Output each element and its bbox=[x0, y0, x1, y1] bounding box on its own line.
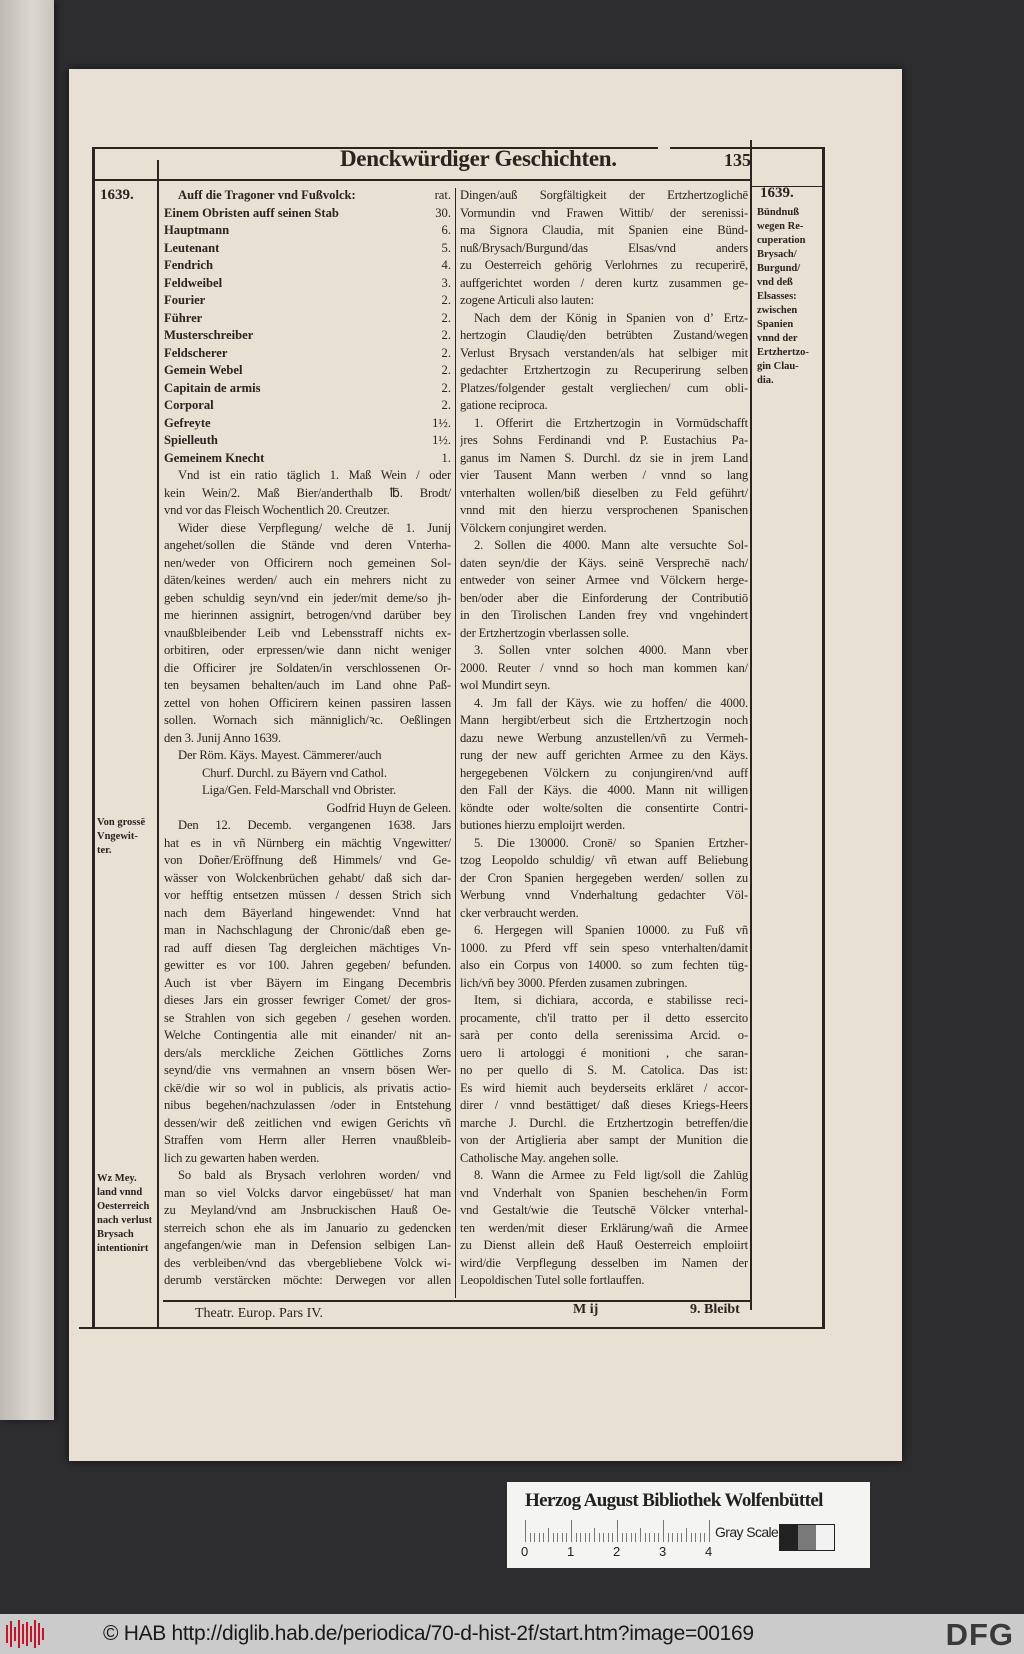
margin-note-line: Bündnuß bbox=[757, 207, 800, 218]
ration-row bbox=[164, 240, 451, 258]
margin-note-milan bbox=[97, 1172, 152, 1256]
ration-rank: Fourier bbox=[164, 293, 206, 307]
ration-table bbox=[164, 187, 451, 467]
right-text-column bbox=[460, 187, 748, 1290]
margin-left-rule bbox=[157, 160, 159, 1327]
text-line: Mann hergibt/erbeut sich die Ertzhertzogin noch bbox=[460, 713, 748, 727]
ration-value: 5. bbox=[441, 240, 451, 255]
ruler-tick bbox=[566, 1533, 567, 1542]
text-line: kein Wein/2. Maß Bier/anderthalb ℔. Brodt/ bbox=[164, 485, 451, 500]
ruler-tick bbox=[695, 1533, 696, 1542]
ruler-tick bbox=[626, 1533, 627, 1542]
text-line: Der Röm. Käys. Mayest. Cämmerer/auch bbox=[178, 748, 382, 762]
text-line: vor hefftig entsetzen müssen / dessen Strich sich bbox=[164, 888, 451, 902]
ration-value: 3. bbox=[441, 275, 451, 290]
margin-note-line: vnnd der bbox=[757, 333, 798, 344]
text-line: Nach dem der König in Spanien von dʼ Ertz- bbox=[474, 310, 748, 325]
signature-mark: M ij bbox=[573, 1302, 599, 1317]
text-line: zettel von hohen Officirern keinen passiren lassen bbox=[164, 695, 451, 710]
ruler-tick bbox=[539, 1533, 540, 1542]
text-line: ten werden/mit dieser Erklärung/wañ die Armee bbox=[460, 1220, 748, 1235]
text-line: ma Signora Claudia, mit Spanien eine Bünd- bbox=[460, 223, 748, 237]
ruler-label: 3 bbox=[659, 1544, 667, 1559]
text-line: Vnd ist ein ratio täglich 1. Maß Wein / oder bbox=[178, 468, 451, 482]
header-rule-bottom bbox=[93, 179, 751, 181]
ruler-tick bbox=[635, 1533, 636, 1542]
text-line: hat es in vñ Nürnberg ein mächtig Vngewitter/ bbox=[164, 835, 451, 850]
left-text-column bbox=[164, 187, 451, 1290]
ration-row bbox=[164, 292, 451, 310]
ruler-tick bbox=[622, 1533, 623, 1542]
ration-rank: Capitain de armis bbox=[164, 380, 261, 395]
text-line: von Doñer/Eröffnung deß Himmels/ vnd Ge- bbox=[164, 853, 451, 867]
ration-row bbox=[164, 187, 451, 205]
outer-right-rule bbox=[822, 147, 825, 1327]
text-line: me hierinnen assignirt, betrogen/vnd darüber bey bbox=[164, 608, 451, 622]
text-line: geben schuldig seyn/vnd ein jeder/mit deme/so jh- bbox=[164, 590, 451, 605]
ration-row bbox=[164, 345, 451, 363]
ration-value: 2. bbox=[441, 328, 451, 342]
text-line: uero li artologgi é monitioni , che saran- bbox=[460, 1045, 748, 1060]
text-line: vnd Vnderhalt von Spanien beschehen/in Form bbox=[460, 1185, 748, 1200]
text-line: 1000. zu Pferd vff sein speso vnterhalten/damit bbox=[460, 940, 748, 955]
ruler-tick bbox=[649, 1533, 650, 1542]
ruler-tick bbox=[691, 1533, 692, 1542]
text-line: dieses Jars ein grosser fewriger Comet/ der gros- bbox=[164, 993, 451, 1007]
ruler-label: 2 bbox=[613, 1544, 621, 1559]
hab-logo-icon bbox=[6, 1620, 46, 1648]
margin-note-line: vnd deß bbox=[757, 277, 793, 288]
text-line: hertzogin Claudię/den betrübten Zustand/wegen bbox=[460, 328, 748, 342]
ration-row bbox=[164, 257, 451, 275]
text-line: 4. Jm fall der Käys. wie zu hoffen/ die 4000. bbox=[474, 695, 748, 710]
text-line: seynd/die vns vermahnen an vnsern bösen Wer- bbox=[164, 1063, 451, 1077]
dfg-logo: DFG bbox=[945, 1617, 1014, 1652]
ruler-tick bbox=[617, 1520, 618, 1542]
margin-note-line: Brysach bbox=[97, 1229, 134, 1240]
text-line: der Ertzhertzogin vberlassen solle. bbox=[460, 625, 629, 640]
text-line: zu Oesterreich gehörig Verlohrnes zu recuperirē, bbox=[460, 258, 748, 272]
ration-rank: Fendrich bbox=[164, 258, 213, 272]
ration-value: 6. bbox=[441, 223, 451, 237]
text-line: vnaußbleibender Leib vnd Lebensstraff nichts ex- bbox=[164, 625, 451, 640]
text-line: no per quello di S. M. Catolica. Das ist: bbox=[460, 1063, 748, 1077]
margin-note-storm bbox=[97, 816, 145, 858]
text-line: man so viel Volcks darvor eingebüsset/ hat man bbox=[164, 1185, 451, 1200]
gray-swatch bbox=[780, 1525, 798, 1550]
ration-rank: Gemeinem Knecht bbox=[164, 450, 265, 465]
text-line: däten/keines werden/ auch ein mehrers nicht zu bbox=[164, 573, 451, 587]
margin-note-line: Ertzhertzo- bbox=[757, 347, 809, 358]
text-line: wird/die Verpflegung desselben im Namen der bbox=[460, 1255, 748, 1270]
text-line: auffgerichtet worden / deren kurtz zusammen ge- bbox=[460, 275, 748, 290]
text-line: zu Meyland/vnd am Jnsbruckischen Hauß Oe- bbox=[164, 1203, 451, 1217]
ration-row bbox=[164, 310, 451, 328]
text-line: vnnd mit den hierzu versprochenen Spanischen bbox=[460, 503, 748, 517]
ration-row bbox=[164, 275, 451, 293]
ration-rank: Leutenant bbox=[164, 240, 220, 255]
text-line: vnd vor das Fleisch Wochentlich 20. Creutzer. bbox=[164, 503, 390, 517]
ruler-tick bbox=[576, 1533, 577, 1542]
ruler-tick bbox=[631, 1533, 632, 1542]
ruler-tick bbox=[603, 1533, 604, 1542]
ruler-tick bbox=[700, 1533, 701, 1542]
ration-row bbox=[164, 450, 451, 468]
text-line: man in Nachschlagung der Chronic/daß eben ge- bbox=[164, 923, 451, 937]
margin-note-line: zwischen bbox=[757, 305, 798, 316]
ruler-tick bbox=[686, 1528, 687, 1542]
ration-value: 2. bbox=[441, 345, 451, 360]
text-line: Wider diese Verpflegung/ welche dē 1. Junij bbox=[178, 520, 451, 535]
ration-rank: Corporal bbox=[164, 398, 214, 412]
text-line: rung der new auff gerichten Armee zu den Käys. bbox=[460, 748, 748, 762]
text-line: also ein Corpus von 14000. so zum fechten tüg- bbox=[460, 958, 748, 972]
previous-page-edge bbox=[0, 0, 54, 1420]
text-line: So bald als Brysach verlohren worden/ vnd bbox=[178, 1168, 451, 1182]
margin-year-right: 1639. bbox=[760, 185, 794, 201]
ration-value: 30. bbox=[435, 205, 451, 220]
ruler-tick bbox=[543, 1533, 544, 1542]
ration-row bbox=[164, 415, 451, 433]
signature-line: Theatr. Europ. Pars IV. bbox=[195, 1306, 324, 1321]
ration-row bbox=[164, 432, 451, 450]
ration-rank: Hauptmann bbox=[164, 223, 230, 237]
ration-row bbox=[164, 362, 451, 380]
ruler-tick bbox=[594, 1528, 595, 1542]
text-line: orbitiren, oder erpressen/wie dann nicht weniger bbox=[164, 643, 451, 657]
margin-note-line: gin Clau- bbox=[757, 361, 799, 372]
ration-row bbox=[164, 205, 451, 223]
text-line: zogene Articuli also lauten: bbox=[460, 293, 594, 307]
library-name: Herzog August Bibliothek Wolfenbüttel bbox=[525, 1490, 823, 1511]
ruler-tick bbox=[530, 1533, 531, 1542]
margin-note-line: Vngewit- bbox=[97, 831, 138, 842]
ruler-tick bbox=[612, 1533, 613, 1542]
ration-value: 2. bbox=[441, 363, 451, 377]
ruler-tick bbox=[557, 1533, 558, 1542]
text-line: Leopoldischen Tutel solle fortlauffen. bbox=[460, 1273, 645, 1287]
gray-swatch bbox=[798, 1525, 816, 1550]
text-line: ckē/die wir so wol in publicis, als privatis actio- bbox=[164, 1080, 451, 1095]
text-line: nibus begehen/nachzulassen /oder in Entstehung bbox=[164, 1098, 451, 1112]
text-line: 8. Wann die Armee zu Feld ligt/soll die Zahlūg bbox=[474, 1168, 748, 1182]
ruler-tick bbox=[672, 1533, 673, 1542]
ration-value: 1½. bbox=[432, 433, 451, 447]
ration-rank: Spielleuth bbox=[164, 433, 218, 447]
text-line: Churf. Durchl. zu Bäyern vnd Cathol. bbox=[202, 765, 387, 780]
text-line: vnterhalten wollen/biß dieselben zu Feld geführt/ bbox=[460, 485, 748, 500]
text-line: lich/vñ bey 3000. Pferden zusamen zubringen. bbox=[460, 975, 688, 990]
text-line: den 3. Junij Anno 1639. bbox=[164, 730, 281, 745]
text-line: gewitter es vor 100. Jahren gegeben/ befunden. bbox=[164, 958, 451, 972]
text-line: ders/als merckliche Zeichen Göttliches Zorns bbox=[164, 1045, 451, 1060]
text-line: angefangen/wie man in Defension selbigen Lan- bbox=[164, 1238, 451, 1252]
margin-note-line: Wz Mey. bbox=[97, 1173, 137, 1184]
ruler-tick bbox=[640, 1528, 641, 1542]
ration-value: 2. bbox=[441, 310, 451, 325]
ruler-tick bbox=[599, 1533, 600, 1542]
text-line: 1. Offerirt die Ertzhertzogin in Vormūdschafft bbox=[474, 415, 748, 430]
ruler-tick bbox=[525, 1520, 526, 1542]
text-line: Verlust Brysach verstanden/als hat selbiger mit bbox=[460, 345, 748, 360]
ruler-tick bbox=[663, 1520, 664, 1542]
margin-note-alliance bbox=[757, 206, 809, 388]
margin-note-line: nach verlust bbox=[97, 1215, 153, 1226]
text-line: Liga/Gen. Feld-Marschall vnd Obrister. bbox=[202, 783, 397, 797]
margin-note-line: Oesterreich bbox=[97, 1201, 150, 1212]
ration-value: 2. bbox=[441, 380, 451, 395]
text-line: Den 12. Decemb. vergangenen 1638. Jars bbox=[178, 818, 451, 832]
text-line: wol Mundirt seyn. bbox=[460, 678, 551, 692]
ruler-tick bbox=[585, 1533, 586, 1542]
text-line: marche J. Durchl. die Ertzhertzogin betreffen/die bbox=[460, 1115, 748, 1130]
ruler-tick bbox=[668, 1533, 669, 1542]
gray-scale-swatch bbox=[779, 1524, 835, 1551]
text-line: angehet/sollen die Stände vnd deren Vnterha- bbox=[164, 538, 451, 552]
text-line: Vormundin vnd Frawen Wittib/ der serenissi- bbox=[460, 205, 748, 220]
text-line: von der Artiglieria aber sampt der Munition die bbox=[460, 1133, 748, 1147]
text-line: die Officirer jre Soldaten/in verschlossenen Or- bbox=[164, 660, 451, 675]
text-line: zu Dienst allein deß Hauß Oesterreich emploiirt bbox=[460, 1238, 748, 1252]
margin-note-line: Elsasses: bbox=[757, 291, 797, 302]
text-line: daten seyn/die der Käys. seinē Versprechē nach/ bbox=[460, 555, 748, 570]
ruler-tick bbox=[534, 1533, 535, 1542]
text-line: Es wird hiemit auch beyderseits erkläret / accor- bbox=[460, 1080, 748, 1095]
text-line: ben/oder aber die Einforderung der Contributiō bbox=[460, 590, 748, 605]
text-line: cker verbraucht werden. bbox=[460, 905, 579, 920]
ration-rank: Feldweibel bbox=[164, 275, 223, 290]
text-line: in den Tirolischen Landen frey vnd vngehindert bbox=[460, 608, 748, 622]
ruler-tick bbox=[571, 1520, 572, 1542]
margin-right-rule bbox=[750, 140, 752, 1310]
ration-value: 2. bbox=[441, 398, 451, 412]
catchword: 9. Bleibt bbox=[690, 1302, 740, 1317]
text-line: der Cron Spanien hergegeben werden/ sollen zu bbox=[460, 870, 748, 885]
text-line: Dingen/auß Sorgfältigkeit der Ertzhertzoglichē bbox=[460, 188, 748, 202]
page-number: 135 bbox=[724, 150, 751, 170]
text-line: Item, si dichiara, accorda, e stabilisse reci- bbox=[474, 993, 748, 1007]
margin-note-line: land vnnd bbox=[97, 1187, 143, 1198]
text-line: Straffen vom Herrn aller Herren vnaußbleib- bbox=[164, 1133, 451, 1147]
ration-row bbox=[164, 380, 451, 398]
text-line: 3. Sollen vnter solchen 4000. Mann vber bbox=[474, 643, 748, 657]
margin-note-line: wegen Re- bbox=[757, 221, 804, 232]
text-line: butiones hierzu emploijrt werden. bbox=[460, 818, 626, 832]
ration-value: rat. bbox=[434, 188, 451, 202]
scale-ruler bbox=[525, 1520, 711, 1542]
ruler-tick bbox=[677, 1533, 678, 1542]
ration-rank: Musterschreiber bbox=[164, 328, 254, 342]
text-line: vnd Gestalt/wie die Teutschē Völcker vnterhal- bbox=[460, 1203, 748, 1217]
ruler-label: 1 bbox=[567, 1544, 575, 1559]
viewer-footer-bar bbox=[0, 1614, 1024, 1654]
library-color-card bbox=[507, 1482, 870, 1568]
margin-note-line: Spanien bbox=[757, 319, 794, 330]
text-line: sollen. Wornach sich männiglich/ꝛc. Oeßlingen bbox=[164, 713, 451, 727]
text-line: se Strahlen von sich gegeben / gesehen worden. bbox=[164, 1010, 451, 1025]
margin-note-line: dia. bbox=[757, 375, 774, 386]
ration-rank: Gefreyte bbox=[164, 415, 211, 430]
text-line: sterreich schon ehe als im Januario zu gedencken bbox=[164, 1220, 451, 1235]
gray-swatch bbox=[816, 1525, 834, 1550]
ration-rank: Feldscherer bbox=[164, 345, 228, 360]
text-line: nen/weder von Officirern noch gemeinen Sol- bbox=[164, 555, 451, 570]
ration-value: 2. bbox=[441, 293, 451, 307]
text-line: Welche Contingentia alle mit einander/ nit an- bbox=[164, 1028, 451, 1042]
text-line: dazu newe Werbung anzustellen/vñ zu Vermeh- bbox=[460, 730, 748, 745]
text-line: jres Sohns Ferdinandi vnd P. Eustachius Pa- bbox=[460, 433, 748, 447]
text-line: sarà per conto della serenissima Arcid. o- bbox=[460, 1028, 748, 1042]
text-line: procamente, ch'il tratto per il detto essercito bbox=[460, 1010, 748, 1025]
margin-year-left: 1639. bbox=[100, 187, 134, 203]
text-line: des verbleiben/vnd das vbergebliebene Volck wi- bbox=[164, 1255, 451, 1270]
column-divider bbox=[455, 188, 456, 1298]
text-line: derumb verstärcken möchte: Derwegen vor allen bbox=[164, 1273, 451, 1287]
outer-left-rule bbox=[92, 147, 95, 1327]
copyright-link[interactable]: © HAB http://diglib.hab.de/periodica/70-d-hist-2f/start.htm?image=00169 bbox=[103, 1622, 754, 1645]
text-line: köndte oder wolte/solten die consentirte Contri- bbox=[460, 800, 748, 815]
gray-scale-label: Gray Scale bbox=[715, 1524, 779, 1540]
ruler-tick bbox=[658, 1533, 659, 1542]
text-bottom-rule bbox=[163, 1300, 751, 1302]
ruler-tick bbox=[645, 1533, 646, 1542]
text-line: Werbung vnnd Vnderhaltung gedachter Völ- bbox=[460, 888, 748, 902]
ruler-tick bbox=[654, 1533, 655, 1542]
ration-value: 4. bbox=[441, 258, 451, 272]
text-line: vier Tausent Mann werben / vnnd so lang bbox=[460, 468, 748, 482]
margin-note-line: Von grossē bbox=[97, 817, 146, 828]
ruler-tick bbox=[562, 1533, 563, 1542]
text-line: direr / vnnd bestättiget/ daß dieses Kriegs-Heers bbox=[460, 1098, 748, 1112]
page-bottom-rule bbox=[79, 1327, 825, 1329]
text-line: ten beysamen behalten/auch im Land ohne Paß- bbox=[164, 678, 451, 692]
text-line: 5. Die 130000. Cronē/ so Spanien Ertzher- bbox=[474, 835, 748, 850]
text-line: rad auff diesen Tag dergleichen mächtiges Vn- bbox=[164, 940, 451, 955]
text-line: 2. Sollen die 4000. Mann alte versuchte Sol- bbox=[474, 538, 748, 552]
margin-note-line: cuperation bbox=[757, 235, 806, 246]
text-line: Catholische May. angehen solle. bbox=[460, 1150, 619, 1165]
text-line: 2000. Reuter / vnnd so hoch man kommen kan/ bbox=[460, 660, 748, 675]
ruler-label: 4 bbox=[705, 1544, 713, 1559]
margin-note-line: ter. bbox=[97, 845, 112, 856]
ration-row bbox=[164, 397, 451, 415]
ruler-tick bbox=[589, 1533, 590, 1542]
ration-rank: Gemein Webel bbox=[164, 363, 243, 377]
text-line: nuß/Brysach/Burgund/das Elsas/vnd anders bbox=[460, 240, 748, 255]
running-title: Denckwürdiger Geschichten. bbox=[340, 146, 617, 171]
margin-note-line: Burgund/ bbox=[757, 263, 801, 274]
ration-rank: Einem Obristen auff seinen Stab bbox=[164, 205, 339, 220]
text-line: den Fall der Käys. die 4000. Mann nit willigen bbox=[460, 783, 748, 797]
margin-note-line: intentionirt bbox=[97, 1243, 149, 1254]
text-line: ganus im Namen S. Durchl. dz sie in jrem Land bbox=[460, 450, 748, 465]
text-line: tzog Leopoldo schuldig/ vñ etwan auff Beliebung bbox=[460, 853, 748, 867]
ration-rank: Führer bbox=[164, 310, 203, 325]
ruler-tick bbox=[704, 1533, 705, 1542]
text-line: entweder von seiner Armee vnd Völckern herge- bbox=[460, 573, 748, 587]
ruler-tick bbox=[709, 1520, 710, 1542]
text-line: Völckern conjungiret werden. bbox=[460, 520, 607, 535]
text-line: Godfrid Huyn de Geleen. bbox=[326, 800, 451, 815]
ration-row bbox=[164, 327, 451, 345]
ration-row bbox=[164, 222, 451, 240]
text-line: Platzes/folgender gestalt vergliechen/ cum obli- bbox=[460, 380, 748, 395]
margin-note-line: Brysach/ bbox=[757, 249, 797, 260]
text-line: wässer von Wolckenbrüchen gehabt/ daß sich dar- bbox=[164, 870, 451, 885]
text-line: nach dem Bäyerland hingewendet: Vnnd hat bbox=[164, 905, 451, 920]
text-line: 6. Hergegen will Spanien 10000. zu Fuß vñ bbox=[474, 923, 748, 937]
header-rule-top-right bbox=[670, 147, 823, 149]
ruler-tick bbox=[681, 1533, 682, 1542]
text-line: Auch ist vber Bäyern im Eingang Decembris bbox=[164, 975, 451, 990]
ration-rank: Auff die Tragoner vnd Fußvolck: bbox=[178, 188, 356, 202]
text-line: dessen/wir deß zeitlichen vnd ewigen Gerichts vñ bbox=[164, 1115, 451, 1130]
text-line: hergegebenen Völckern zu conjungiren/vnd auff bbox=[460, 765, 748, 780]
ruler-tick bbox=[580, 1533, 581, 1542]
ruler-label: 0 bbox=[521, 1544, 529, 1559]
ruler-tick bbox=[553, 1533, 554, 1542]
ruler-tick bbox=[548, 1528, 549, 1542]
ruler-tick bbox=[608, 1533, 609, 1542]
text-line: gatione reciproca. bbox=[460, 398, 548, 412]
ration-value: 1½. bbox=[432, 415, 451, 430]
text-line: lich zu gewarten haben werden. bbox=[164, 1150, 320, 1165]
text-line: gedachter Ertzhertzogin zu Recuperirung selben bbox=[460, 363, 748, 377]
ration-value: 1. bbox=[441, 450, 451, 465]
